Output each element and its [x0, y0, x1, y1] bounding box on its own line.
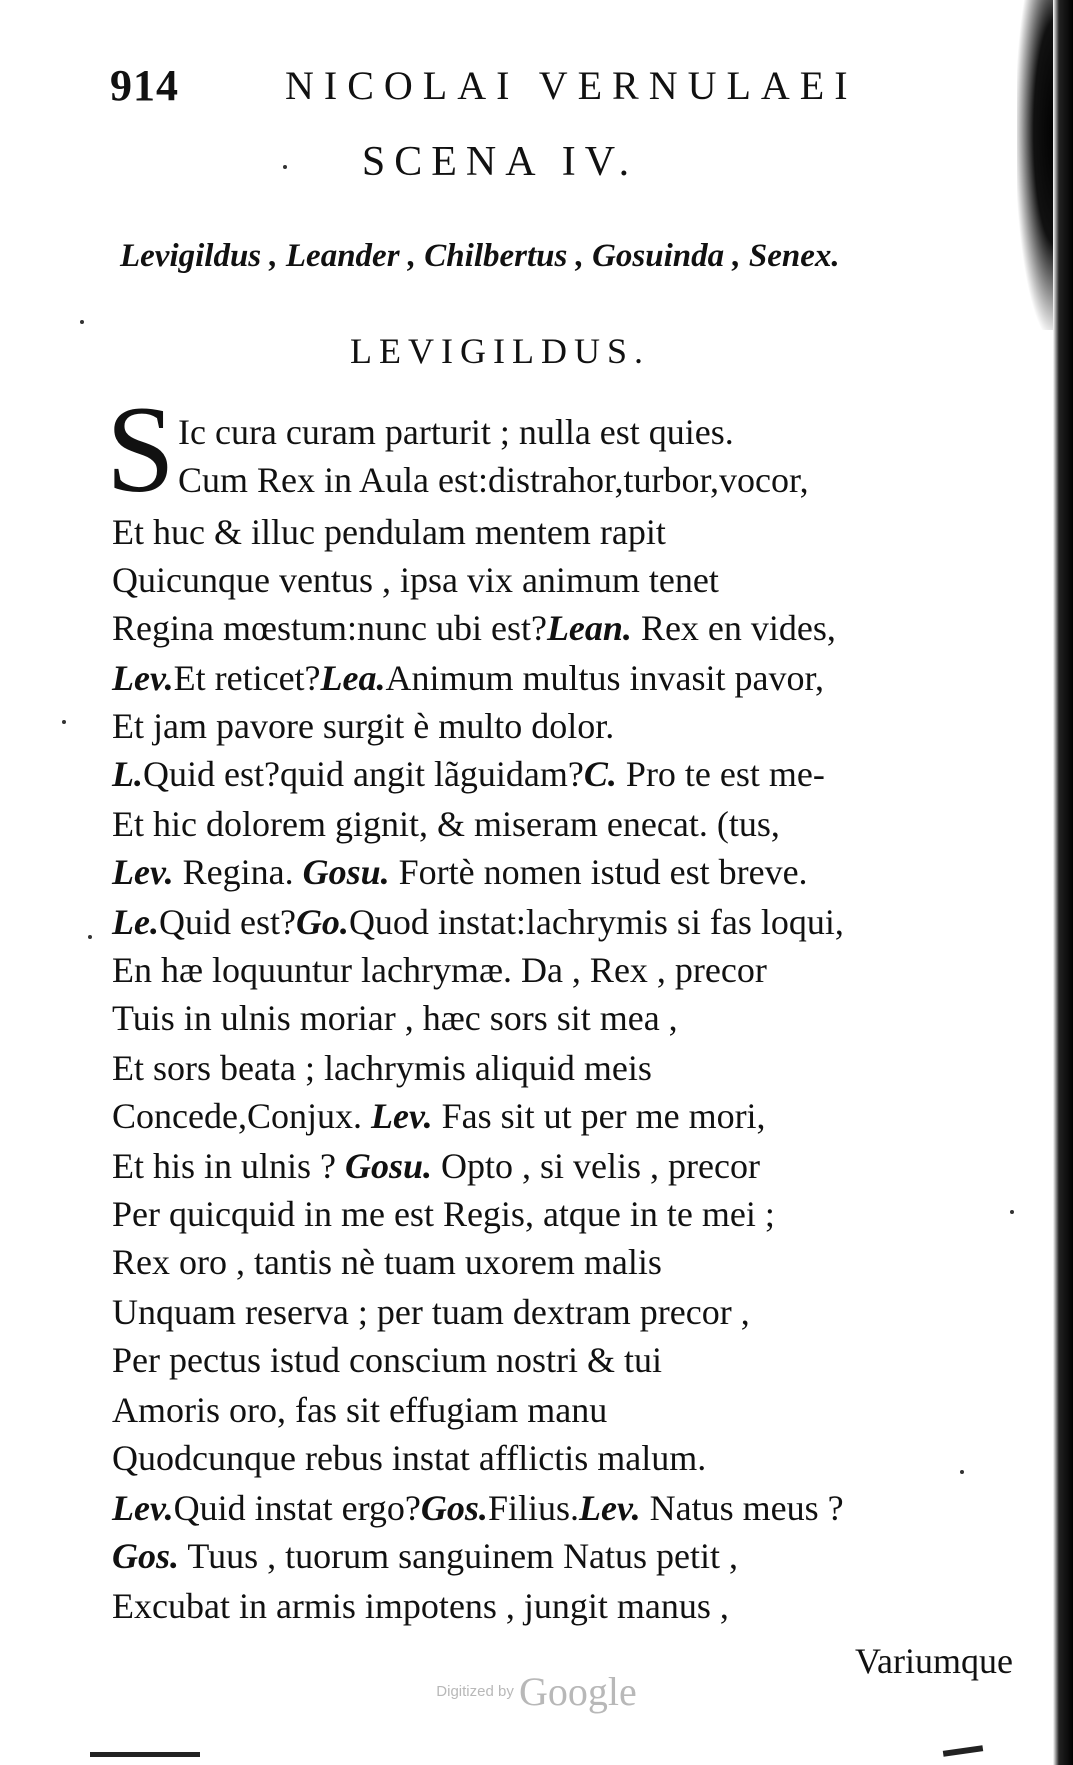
- author-name: NICOLAI VERNULAEI: [285, 63, 858, 108]
- verse-line: [112, 654, 824, 702]
- verse-line: [112, 1434, 706, 1482]
- verse-segment: Unquam reserva ; per tuam dextram precor ,: [112, 1292, 750, 1332]
- speaker-abbreviation: Lea.: [320, 658, 386, 698]
- verse-line: [112, 1336, 662, 1384]
- verse-segment: Quid est?: [158, 902, 296, 942]
- speaker-abbreviation: Go.: [295, 902, 349, 942]
- verse-segment: Et hic dolorem gignit, & miseram enecat. (tus,: [112, 804, 780, 844]
- verse-segment: Per quicquid in me est Regis, atque in te mei ;: [112, 1194, 775, 1234]
- verse-segment: Et sors beata ; lachrymis aliquid meis: [112, 1048, 652, 1088]
- verse-segment: Amoris oro, fas sit effugiam manu: [112, 1390, 608, 1430]
- running-head: [110, 60, 890, 120]
- speaker-abbreviation: Gosu.: [302, 852, 390, 892]
- verse-line: [112, 508, 666, 556]
- verse-line: [112, 1288, 750, 1336]
- speaker-abbreviation: Le.: [112, 902, 159, 942]
- verse-segment: Fortè nomen istud est breve.: [389, 852, 808, 892]
- verse-line: [112, 556, 719, 604]
- verse-segment: Ic cura curam parturit ; nulla est quies.: [178, 412, 734, 452]
- verse-segment: Cum Rex in Aula est:distrahor,turbor,vocor,: [178, 460, 809, 500]
- verse-segment: Et his in ulnis ?: [112, 1146, 345, 1186]
- ink-speck: [1010, 1210, 1014, 1214]
- verse-line: [112, 1238, 662, 1286]
- verse-line: [112, 1092, 766, 1140]
- verse-segment: Filius.: [487, 1488, 579, 1528]
- speaker-abbreviation: C.: [583, 754, 617, 794]
- speaker-abbreviation: Gos.: [112, 1536, 180, 1576]
- verse-segment: Quid instat ergo?: [173, 1488, 421, 1528]
- verse-segment: Tuus , tuorum sanguinem Natus petit ,: [179, 1536, 739, 1576]
- scene-title: SCENA IV.: [361, 139, 639, 185]
- ink-speck: [88, 935, 92, 939]
- verse-line: [112, 1582, 729, 1630]
- verse-segment: Fas sit ut per me mori,: [432, 1096, 766, 1136]
- verse-line: [112, 604, 836, 652]
- speaker-abbreviation: Lev.: [112, 1488, 174, 1528]
- binding-edge: [1053, 0, 1073, 1765]
- verse-segment: Et jam pavore surgit è multo dolor.: [112, 706, 615, 746]
- drop-cap: S: [106, 381, 175, 518]
- ink-speck: [960, 1470, 964, 1474]
- speaker-abbreviation: L.: [112, 754, 143, 794]
- character-list: Levigildus , Leander , Chilbertus , Gosuinda , Senex.: [120, 238, 840, 274]
- ink-speck: [62, 720, 66, 724]
- speaker-abbreviation: Lev.: [112, 852, 174, 892]
- speaker-abbreviation: Gosu.: [345, 1146, 433, 1186]
- speaker-heading: LEVIGILDUS.: [350, 331, 650, 371]
- verse-line: [112, 800, 780, 848]
- watermark-prefix: Digitized by: [436, 1683, 514, 1700]
- verse-line: [112, 1532, 738, 1580]
- verse-segment: Rex en vides,: [631, 608, 836, 648]
- verse-segment: Pro te est me-: [616, 754, 825, 794]
- verse-segment: Concede,Conjux.: [112, 1096, 371, 1136]
- verse-segment: Opto , si velis , precor: [432, 1146, 760, 1186]
- verse-segment: Per pectus istud conscium nostri & tui: [112, 1340, 662, 1380]
- verse-segment: Natus meus ?: [640, 1488, 844, 1528]
- verse-segment: Regina.: [173, 852, 303, 892]
- verse-line: [112, 1044, 652, 1092]
- verse-segment: Regina mœstum:nunc ubi est?: [112, 608, 547, 648]
- bottom-ink-mark-right: [943, 1745, 983, 1757]
- verse-segment: Quicunque ventus , ipsa vix animum tenet: [112, 560, 719, 600]
- verse-line: [112, 898, 844, 946]
- verse-segment: Et huc & illuc pendulam mentem rapit: [112, 512, 666, 552]
- speaker-abbreviation: Lev.: [370, 1096, 433, 1136]
- verse-line: [112, 1484, 844, 1532]
- verse-segment: Quod instat:lachrymis si fas loqui,: [348, 902, 844, 942]
- verse-segment: Excubat in armis impotens , jungit manus ,: [112, 1586, 729, 1626]
- catchword: Variumque: [855, 1641, 1013, 1681]
- verse-segment: Quodcunque rebus instat afflictis malum.: [112, 1438, 707, 1478]
- verse-line: [178, 408, 734, 456]
- page-number: 914: [110, 61, 179, 110]
- verse-line: [112, 946, 767, 994]
- verse-line: [112, 702, 614, 750]
- verse-line: [112, 1142, 760, 1190]
- verse-line: [112, 750, 825, 798]
- verse-segment: Rex oro , tantis nè tuam uxorem malis: [112, 1242, 662, 1282]
- speaker-abbreviation: Gos.: [420, 1488, 488, 1528]
- ink-speck: [80, 320, 84, 324]
- speaker-abbreviation: Lean.: [546, 608, 632, 648]
- verse-line: [112, 1190, 775, 1238]
- verse-line: [112, 1386, 607, 1434]
- watermark-brand: Google: [518, 1669, 637, 1714]
- bottom-ink-mark: [90, 1752, 200, 1757]
- digitization-watermark: [0, 1668, 1073, 1715]
- verse-line: [112, 994, 678, 1042]
- verse-segment: Animum multus invasit pavor,: [385, 658, 825, 698]
- ink-speck: [283, 165, 287, 169]
- verse-line: [112, 848, 808, 896]
- verse-segment: Et reticet?: [173, 658, 321, 698]
- speaker-abbreviation: Lev.: [112, 658, 174, 698]
- verse-segment: Quid est?quid angit lãguidam?: [143, 754, 584, 794]
- verse-segment: Tuis in ulnis moriar , hæc sors sit mea ,: [112, 998, 678, 1038]
- verse-segment: En hæ loquuntur lachrymæ. Da , Rex , precor: [112, 950, 767, 990]
- verse-line: [178, 456, 809, 504]
- speaker-abbreviation: Lev.: [578, 1488, 641, 1528]
